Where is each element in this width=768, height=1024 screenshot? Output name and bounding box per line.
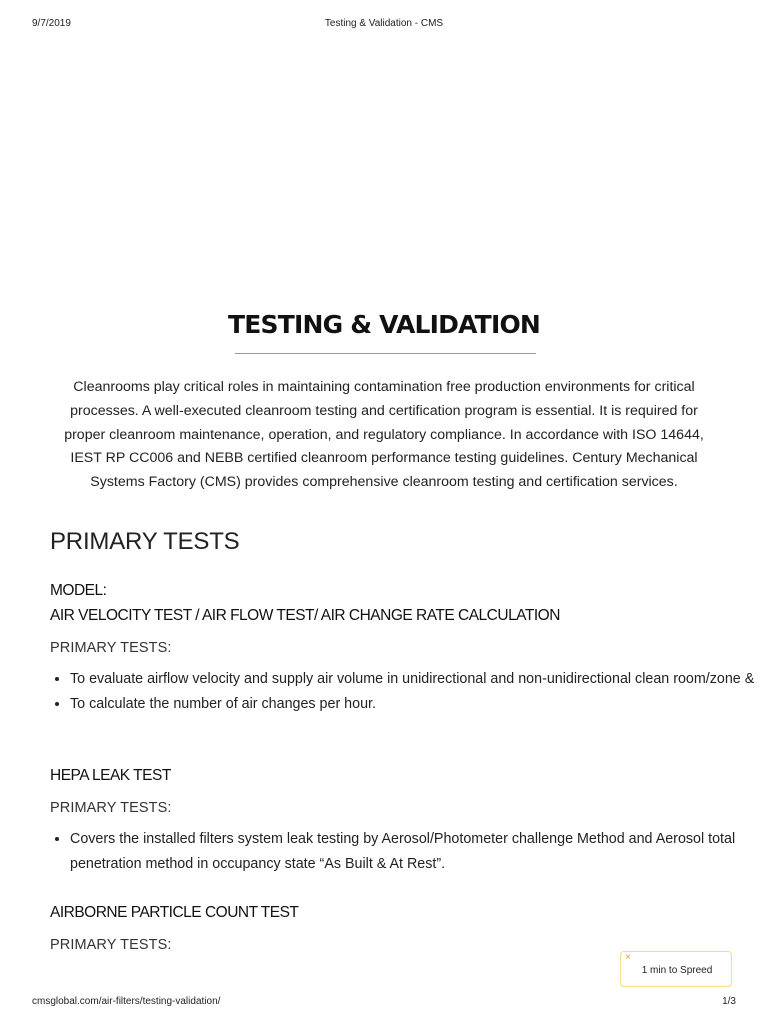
- bullet-list-air-velocity: [50, 667, 760, 716]
- page-number: 1/3: [722, 996, 736, 1007]
- list-item: • Covers the installed filters system leak testing by Aerosol/Photometer challenge Method and Aerosol total penetration method in occupancy state “As Built & At Rest”.: [70, 827, 760, 876]
- intro-paragraph: Cleanrooms play critical roles in maintaining contamination free production environments for critical processes. A well-executed cleanroom testing and certification program is essential. It is required for proper cleanroom maintenance, operation, and regulatory compliance. In accordance with ISO 14644, IEST RP CC006 and NEBB certified cleanroom performance testing guidelines. Century Mechanical Systems Factory (CMS) provides comprehensive cleanroom testing and certification services.: [64, 379, 704, 491]
- test-heading-air-velocity: AIR VELOCITY TEST / AIR FLOW TEST/ AIR CHANGE RATE CALCULATION: [50, 607, 560, 624]
- primary-tests-label: PRIMARY TESTS:: [50, 937, 172, 953]
- close-icon[interactable]: ×: [625, 952, 631, 963]
- page-title: TESTING & VALIDATION: [227, 310, 541, 339]
- bullet-list-hepa-leak: [50, 827, 760, 876]
- primary-tests-label: PRIMARY TESTS:: [50, 800, 172, 816]
- spreed-widget[interactable]: [620, 951, 732, 987]
- title-divider: [235, 353, 536, 354]
- test-heading-hepa-leak: HEPA LEAK TEST: [50, 767, 171, 784]
- list-item: • To calculate the number of air changes per hour.: [70, 692, 760, 717]
- print-date: 9/7/2019: [32, 18, 71, 29]
- section-heading-primary-tests: PRIMARY TESTS: [50, 528, 240, 555]
- list-item: • To evaluate airflow velocity and supply air volume in unidirectional and non-unidirectional clean room/zone &: [70, 667, 760, 692]
- print-footer: [0, 996, 768, 1010]
- print-header: [0, 18, 768, 32]
- spreed-button-label[interactable]: 1 min to Spreed: [641, 965, 713, 976]
- test-heading-airborne-particle: AIRBORNE PARTICLE COUNT TEST: [50, 904, 299, 921]
- test-model-label: MODEL:: [50, 582, 107, 599]
- print-page-title: Testing & Validation - CMS: [324, 18, 444, 29]
- print-url: cmsglobal.com/air-filters/testing-validation/: [32, 996, 221, 1007]
- primary-tests-label: PRIMARY TESTS:: [50, 640, 172, 656]
